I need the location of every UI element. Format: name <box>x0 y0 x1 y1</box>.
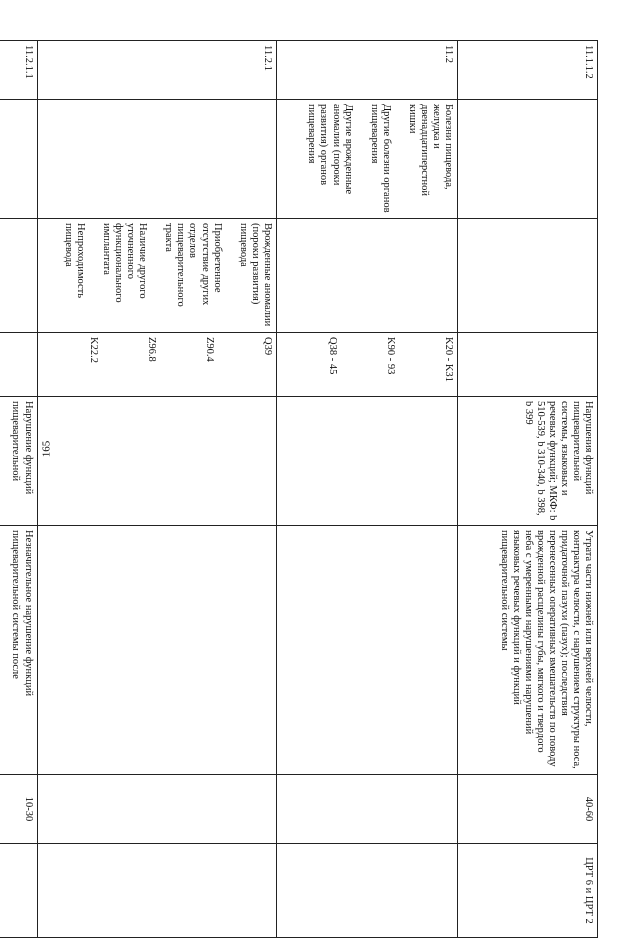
disease-item: Болезни пищевода, желудка и двенадцатиперстной кишки <box>406 104 454 197</box>
subcategory-cell <box>458 219 598 333</box>
percent-cell <box>37 775 276 844</box>
subcategory-item: Непроходимость пищевода <box>63 223 87 299</box>
subcategory-cell <box>276 219 457 333</box>
icd-cell <box>0 333 37 397</box>
table-row <box>37 41 276 938</box>
icd-code: Q39 <box>261 337 273 356</box>
subcategory-cell <box>0 219 37 333</box>
disease-cell <box>458 100 598 219</box>
table-row <box>276 41 457 938</box>
subcategory-cell <box>37 219 276 333</box>
description-cell <box>37 526 276 775</box>
criteria-cell <box>276 844 457 938</box>
function-cell: Нарушение функций пищеварительной <box>0 397 37 526</box>
criteria-cell <box>37 844 276 938</box>
table-row <box>0 41 37 938</box>
icd-code: K90 - 93 <box>384 337 396 375</box>
row-number: 11.2 <box>276 41 457 100</box>
icd-code: Z96.8 <box>145 337 157 362</box>
subcategory-item: Приобретенное отсутствие других отделов пищеварительного тракта <box>163 223 223 307</box>
disease-cell <box>276 100 457 219</box>
percent-cell: 40-60 <box>458 775 598 844</box>
function-cell <box>276 397 457 526</box>
disease-cell <box>0 100 37 219</box>
percent-cell: 10-30 <box>0 775 37 844</box>
row-number: 11.2.1 <box>37 41 276 100</box>
criteria-cell <box>0 844 37 938</box>
function-cell <box>37 397 276 526</box>
row-number: 11.2.1.1 <box>0 41 37 100</box>
disease-item: Другие врожденные аномалии (пороки развития) органов пищеварения <box>306 104 354 195</box>
function-cell: Нарушения функций пищеварительной системы, языковых и речевых функций; МКФ: b 510-539, b 310-340, b 398, b 399 <box>458 397 598 526</box>
icd-cell <box>458 333 598 397</box>
icd-cell <box>37 333 276 397</box>
page-number: 165 <box>40 440 53 458</box>
icd-code: K20 - K31 <box>443 337 454 382</box>
description-cell: Утрата части нижней или верхней челюсти, контрактура челюсти, с нарушением структуры носа, придаточной пазухи (пазух); последствия перенесенных оперативных вмешательств по поводу врожденной расщелины губы, мягкого и твердого неба с умеренными нарушениями нарушений языковых речевых функций и функций пищеварительной системы <box>458 526 598 775</box>
icd-code: Q38 - 45 <box>326 337 338 375</box>
classification-table <box>0 40 598 938</box>
icd-code: Z90.4 <box>203 337 215 362</box>
icd-code: K22.2 <box>87 337 99 363</box>
description-cell <box>276 526 457 775</box>
criteria-cell: ЦРТ 6 и ЦРТ 2 <box>458 844 598 938</box>
percent-cell <box>276 775 457 844</box>
table-row <box>458 41 598 938</box>
icd-cell <box>276 333 457 397</box>
row-number: 11.1.1.2 <box>458 41 598 100</box>
subcategory-item: Врожденные аномалии (пороки развития) пищевода <box>237 223 273 327</box>
description-cell: Незначительное нарушение функций пищеварительной системы после <box>0 526 37 775</box>
subcategory-item: Наличие другого уточненного функционального имплантата <box>101 223 149 303</box>
disease-item: Другие болезни органов пищеварения <box>368 104 392 213</box>
disease-cell <box>37 100 276 219</box>
